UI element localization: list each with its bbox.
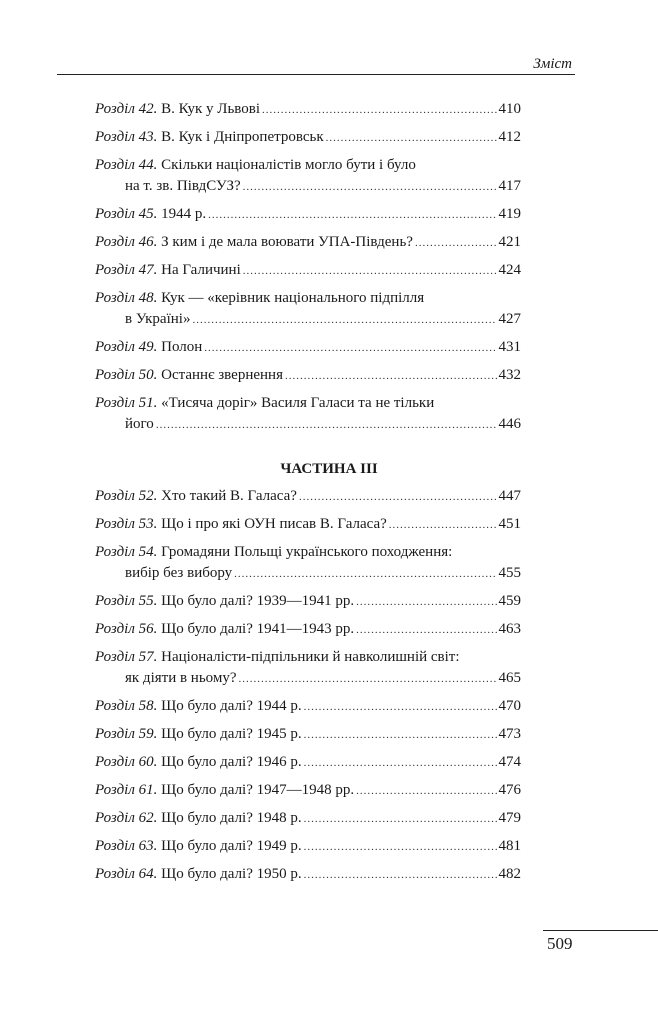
chapter-title: Що було далі? 1949 р. (161, 838, 302, 854)
toc-entry-line (95, 155, 521, 176)
dot-leader (304, 837, 497, 858)
toc-entry (95, 99, 521, 121)
chapter-title: Останнє звернення (161, 367, 283, 383)
part-heading: ЧАСТИНА ІІІ (280, 461, 378, 477)
dot-leader (415, 233, 497, 254)
chapter-page: 459 (498, 593, 521, 609)
dot-leader (389, 515, 497, 536)
chapter-title: Що було далі? 1948 р. (161, 810, 302, 826)
dot-leader (356, 592, 496, 613)
header-rule (57, 74, 575, 75)
toc-entry (95, 647, 521, 690)
chapter-page: 447 (498, 488, 521, 504)
toc-entry (95, 365, 521, 387)
chapter-label: Розділ 64. (95, 866, 158, 882)
toc-entry (95, 288, 521, 331)
chapter-label: Розділ 62. (95, 810, 158, 826)
toc-entry-line (95, 127, 521, 149)
chapter-page: 421 (498, 234, 521, 250)
toc-entry-line (95, 99, 521, 121)
chapter-label: Розділ 49. (95, 339, 158, 355)
chapter-page: 446 (498, 416, 521, 432)
toc-entry (95, 619, 521, 641)
toc-entry-line (95, 780, 521, 802)
chapter-label: Розділ 52. (95, 488, 158, 504)
dot-leader (299, 487, 497, 508)
toc-part-3-list (95, 486, 521, 892)
toc-entry (95, 808, 521, 830)
toc-entry-line (95, 393, 521, 414)
toc-entry (95, 836, 521, 858)
chapter-page: 465 (498, 670, 521, 686)
chapter-title-continued: його (125, 416, 154, 432)
toc-entry-line (95, 808, 521, 830)
running-header-title: Зміст (533, 56, 572, 72)
chapter-page: 427 (498, 311, 521, 327)
chapter-title: Що було далі? 1941—1943 рр. (161, 621, 355, 637)
chapter-page: 479 (498, 810, 521, 826)
dot-leader (204, 338, 496, 359)
chapter-title: Що було далі? 1939—1941 рр. (161, 593, 355, 609)
chapter-title: Що і про які ОУН писав В. Галаса? (161, 516, 387, 532)
dot-leader (156, 415, 497, 436)
chapter-page: 474 (498, 754, 521, 770)
toc-entry (95, 696, 521, 718)
chapter-page: 451 (498, 516, 521, 532)
toc-entry (95, 260, 521, 282)
chapter-title-continued: вибір без вибору (125, 565, 233, 581)
chapter-label: Розділ 44. (95, 157, 158, 173)
dot-leader (243, 177, 497, 198)
dot-leader (234, 564, 496, 585)
chapter-title: В. Кук у Львові (161, 101, 261, 117)
toc-entry-line (95, 563, 521, 585)
chapter-title: Що було далі? 1947—1948 рр. (161, 782, 355, 798)
chapter-label: Розділ 48. (95, 290, 158, 306)
chapter-title: З ким і де мала воювати УПА-Південь? (161, 234, 413, 250)
chapter-label: Розділ 55. (95, 593, 158, 609)
chapter-title: Хто такий В. Галаса? (161, 488, 297, 504)
toc-entry-line (95, 724, 521, 746)
chapter-page: 481 (498, 838, 521, 854)
toc-entry (95, 864, 521, 886)
toc-entry-line (95, 836, 521, 858)
chapter-page: 482 (498, 866, 521, 882)
chapter-title: Що було далі? 1946 р. (161, 754, 302, 770)
chapter-page: 470 (498, 698, 521, 714)
chapter-label: Розділ 57. (95, 649, 158, 665)
toc-entry-line (95, 696, 521, 718)
footer-rule (543, 930, 658, 931)
chapter-title: Що було далі? 1945 р. (161, 726, 302, 742)
chapter-label: Розділ 61. (95, 782, 158, 798)
dot-leader (239, 669, 497, 690)
dot-leader (208, 205, 496, 226)
chapter-label: Розділ 47. (95, 262, 158, 278)
chapter-page: 463 (498, 621, 521, 637)
chapter-title: Що було далі? 1944 р. (161, 698, 302, 714)
chapter-label: Розділ 60. (95, 754, 158, 770)
toc-part-2-list (95, 99, 521, 442)
toc-entry (95, 127, 521, 149)
toc-entry (95, 752, 521, 774)
chapter-label: Розділ 46. (95, 234, 158, 250)
toc-entry-line (95, 542, 521, 563)
toc-entry (95, 591, 521, 613)
page-number: 509 (547, 934, 573, 953)
dot-leader (356, 620, 496, 641)
dot-leader (326, 128, 497, 149)
chapter-page: 473 (498, 726, 521, 742)
dot-leader (243, 261, 497, 282)
toc-entry-line (95, 514, 521, 536)
toc-entry-line (95, 486, 521, 508)
toc-entry (95, 393, 521, 436)
chapter-label: Розділ 59. (95, 726, 158, 742)
chapter-title-continued: як діяти в ньому? (125, 670, 237, 686)
chapter-label: Розділ 50. (95, 367, 158, 383)
toc-entry-line (95, 647, 521, 668)
toc-entry (95, 204, 521, 226)
toc-entry (95, 337, 521, 359)
dot-leader (304, 809, 497, 830)
toc-entry-line (95, 260, 521, 282)
chapter-title: 1944 р. (161, 206, 207, 222)
dot-leader (192, 310, 496, 331)
toc-entry (95, 232, 521, 254)
chapter-title: Кук — «керівник національного підпілля (161, 290, 425, 306)
chapter-title: В. Кук і Дніпропетровськ (161, 129, 324, 145)
chapter-title-continued: в Україні» (125, 311, 191, 327)
chapter-title: Націоналісти-підпільники й навколишній світ: (161, 649, 460, 665)
toc-entry (95, 155, 521, 198)
dot-leader (356, 781, 496, 802)
toc-entry-line (95, 619, 521, 641)
toc-entry-line (95, 288, 521, 309)
dot-leader (285, 366, 497, 387)
chapter-label: Розділ 43. (95, 129, 158, 145)
toc-entry-line (95, 176, 521, 198)
toc-entry-line (95, 232, 521, 254)
dot-leader (304, 697, 497, 718)
chapter-title: На Галичині (161, 262, 241, 278)
chapter-page: 431 (498, 339, 521, 355)
chapter-label: Розділ 63. (95, 838, 158, 854)
chapter-label: Розділ 42. (95, 101, 158, 117)
chapter-label: Розділ 53. (95, 516, 158, 532)
chapter-label: Розділ 45. (95, 206, 158, 222)
chapter-page: 417 (498, 178, 521, 194)
chapter-page: 412 (498, 129, 521, 145)
dot-leader (262, 100, 496, 121)
toc-entry (95, 780, 521, 802)
dot-leader (304, 865, 497, 886)
chapter-label: Розділ 51. (95, 395, 158, 411)
chapter-title-continued: на т. зв. ПівдСУЗ? (125, 178, 241, 194)
dot-leader (304, 725, 497, 746)
chapter-page: 410 (498, 101, 521, 117)
chapter-title: Громадяни Польщі українського походження: (161, 544, 453, 560)
chapter-page: 424 (498, 262, 521, 278)
chapter-page: 419 (498, 206, 521, 222)
toc-entry-line (95, 365, 521, 387)
toc-entry-line (95, 752, 521, 774)
toc-entry (95, 542, 521, 585)
toc-entry-line (95, 864, 521, 886)
toc-entry-line (95, 591, 521, 613)
chapter-title: Що було далі? 1950 р. (161, 866, 302, 882)
chapter-title: Скільки націоналістів могло бути і було (161, 157, 416, 173)
chapter-title: Полон (161, 339, 203, 355)
toc-entry-line (95, 309, 521, 331)
chapter-page: 476 (498, 782, 521, 798)
toc-entry-line (95, 668, 521, 690)
toc-entry-line (95, 337, 521, 359)
toc-entry (95, 724, 521, 746)
chapter-title: «Тисяча доріг» Василя Галаси та не тільки (161, 395, 435, 411)
chapter-label: Розділ 56. (95, 621, 158, 637)
toc-entry-line (95, 204, 521, 226)
chapter-page: 432 (498, 367, 521, 383)
chapter-page: 455 (498, 565, 521, 581)
chapter-label: Розділ 54. (95, 544, 158, 560)
toc-entry (95, 486, 521, 508)
chapter-label: Розділ 58. (95, 698, 158, 714)
dot-leader (304, 753, 497, 774)
toc-entry (95, 514, 521, 536)
toc-entry-line (95, 414, 521, 436)
